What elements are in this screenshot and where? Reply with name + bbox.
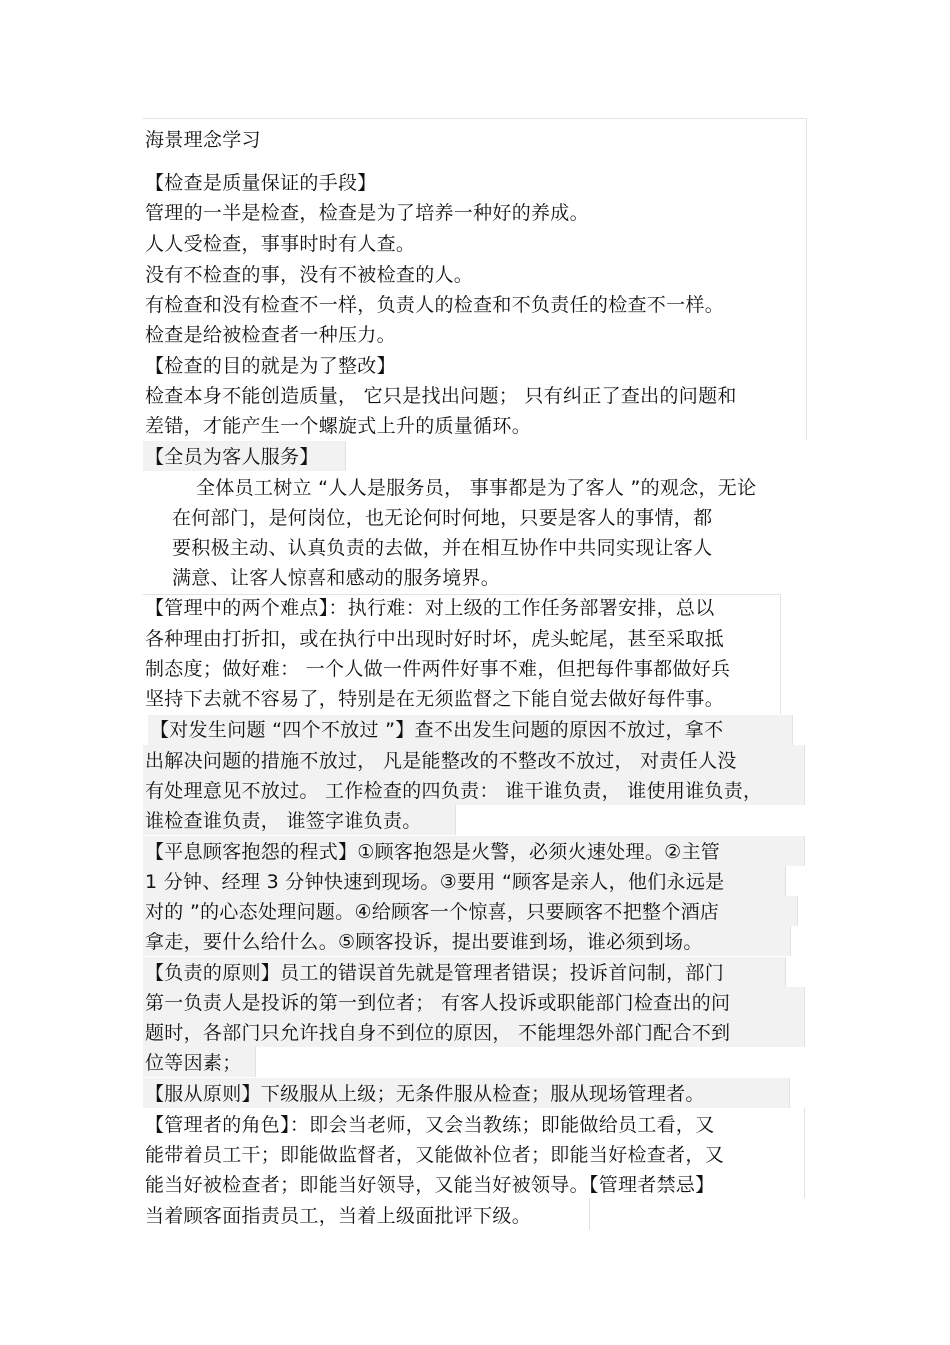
text-line: 检查本身不能创造质量， 它只是找出问题； 只有纠正了查出的问题和 bbox=[145, 385, 737, 407]
section-heading: 【检查的目的就是为了整改】 bbox=[145, 355, 396, 377]
text-line: 1 分钟、经理 3 分钟快速到现场。③要用 “顾客是亲人，他们永远是 bbox=[145, 871, 725, 893]
text-line: 各种理由打折扣，或在执行中出现时好时坏，虎头蛇尾，甚至采取抵 bbox=[145, 628, 725, 650]
text-line: 能带着员工干；即能做监督者，又能做补位者；即能当好检查者，又 bbox=[145, 1144, 725, 1166]
text-line: 有处理意见不放过。 工作检查的四负责： 谁干谁负责， 谁使用谁负责， bbox=[145, 780, 763, 802]
text-line: 位等因素； bbox=[145, 1052, 242, 1074]
text-line: 要积极主动、认真负责的去做，并在相互协作中共同实现让客人 bbox=[172, 537, 713, 559]
text-line: 对的 ”的心态处理问题。④给顾客一个惊喜，只要顾客不把整个酒店 bbox=[145, 901, 720, 923]
text-line: 差错，才能产生一个螺旋式上升的质量循环。 bbox=[145, 415, 532, 437]
text-line: 谁检查谁负责， 谁签字谁负责。 bbox=[145, 810, 422, 832]
text-line: 【负责的原则】员工的错误首先就是管理者错误；投诉首问制，部门 bbox=[145, 962, 725, 984]
text-line: 管理的一半是检查，检查是为了培养一种好的养成。 bbox=[145, 202, 589, 224]
text-line: 第一负责人是投诉的第一到位者； 有客人投诉或职能部门检查出的问 bbox=[145, 992, 731, 1014]
text-line: 坚持下去就不容易了，特别是在无须监督之下能自觉去做好每件事。 bbox=[145, 688, 725, 710]
text-line: 【平息顾客抱怨的程式】①顾客抱怨是火警，必须火速处理。②主管 bbox=[145, 841, 721, 863]
text-line: 能当好被检查者；即能当好领导，又能当好被领导。【管理者禁忌】 bbox=[145, 1174, 715, 1196]
text-line: 检查是给被检查者一种压力。 bbox=[145, 324, 396, 346]
section-heading: 【全员为客人服务】 bbox=[145, 446, 319, 468]
text-line: 拿走，要什么给什么。⑤顾客投诉，提出要谁到场，谁必须到场。 bbox=[145, 931, 703, 953]
text-line: 【对发生问题 “四个不放过 ”】查不出发生问题的原因不放过，拿不 bbox=[150, 719, 724, 741]
text-line: 【管理者的角色】：即会当老师，又会当教练；即能做给员工看，又 bbox=[145, 1114, 715, 1136]
text-line: 【管理中的两个难点】：执行难：对上级的工作任务部署安排，总以 bbox=[145, 597, 715, 619]
text-line: 满意、让客人惊喜和感动的服务境界。 bbox=[172, 567, 501, 589]
text-line: 【服从原则】下级服从上级；无条件服从检查；服从现场管理者。 bbox=[145, 1083, 705, 1105]
text-line: 当着顾客面指责员工，当着上级面批评下级。 bbox=[145, 1205, 532, 1227]
doc-title: 海景理念学习 bbox=[145, 129, 261, 151]
text-line: 没有不检查的事，没有不被检查的人。 bbox=[145, 264, 474, 286]
text-line: 有检查和没有检查不一样，负责人的检查和不负责任的检查不一样。 bbox=[145, 294, 725, 316]
text-line: 题时，各部门只允许找自身不到位的原因， 不能埋怨外部门配合不到 bbox=[145, 1022, 731, 1044]
text-line: 在何部门，是何岗位，也无论何时何地，只要是客人的事情，都 bbox=[172, 507, 713, 529]
text-line: 人人受检查，事事时时有人查。 bbox=[145, 233, 416, 255]
section-heading: 【检查是质量保证的手段】 bbox=[145, 172, 377, 194]
text-line: 出解决问题的措施不放过， 凡是能整改的不整改不放过， 对责任人没 bbox=[145, 750, 737, 772]
text-line: 全体员工树立 “人人是服务员， 事事都是为了客人 ”的观念，无论 bbox=[196, 477, 757, 499]
text-line: 制态度；做好难： 一个人做一件两件好事不难，但把每件事都做好兵 bbox=[145, 658, 731, 680]
